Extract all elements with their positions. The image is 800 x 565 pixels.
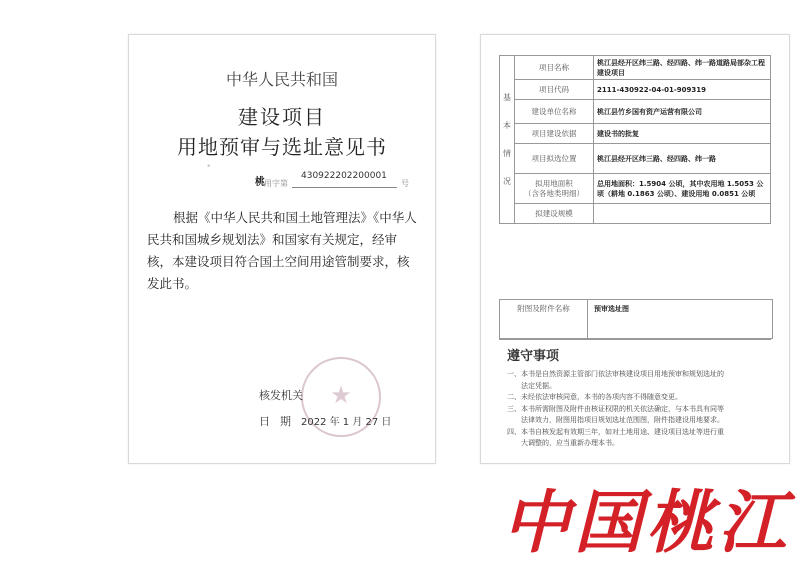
row-value-basis: 建设书的批复 — [594, 124, 771, 144]
certificate-number: 430922202200001 — [301, 171, 387, 181]
certificate-body-text: 根据《中华人民共和国土地管理法》《中华人民共和国城乡规划法》和国家有关规定，经审核，本建设项目符合国土空间用途管制要求，核发此书。 — [147, 210, 417, 291]
certificate-left-page — [128, 34, 436, 464]
row-value-scale — [594, 204, 771, 224]
row-value-project-code: 2111-430922-04-01-909319 — [594, 80, 771, 100]
issuer-label: 核发机关 — [259, 389, 303, 402]
row-label-land-area: 拟用地面积 （含各地类明细） — [515, 174, 594, 204]
notice-title: 遵守事项 — [507, 349, 560, 364]
list-item: 二、未经依法审核同意，本书的各项内容不得随意变更。 — [507, 393, 682, 401]
number-yongzi-label: 用字第 — [264, 179, 288, 188]
row-label-builder: 建设单位名称 — [515, 100, 594, 124]
table-row — [500, 56, 771, 80]
list-item: 法定凭据。 — [507, 381, 556, 390]
attachments-value: 预审选址图 — [594, 305, 629, 313]
logo-text: 中国桃江 — [502, 483, 791, 556]
number-prefix: 桃 — [255, 177, 265, 188]
date-label: 日期 — [259, 415, 301, 428]
table-row — [500, 80, 771, 100]
table-row — [500, 174, 771, 204]
country-name: 中华人民共和国 — [225, 70, 338, 89]
list-item: 一、本书是自然资源主管部门依法审核建设项目用地预审和规划选址的 — [507, 370, 724, 378]
divider — [499, 339, 771, 340]
row-label-scale: 拟建设规模 — [515, 204, 594, 224]
list-item: 法律效力，附图用指项目规划选址范围图，附件指建设用地要求。 — [507, 416, 724, 424]
number-underline — [292, 187, 397, 188]
certificate-right-page — [480, 34, 790, 464]
attachments-row — [499, 299, 773, 339]
document-title-line1: 建设项目 — [238, 105, 326, 129]
notice-list — [507, 369, 769, 450]
table-row — [500, 100, 771, 124]
number-hao-label: 号 — [401, 179, 409, 188]
star-mark: * — [207, 163, 211, 171]
row-label-basis: 项目建设依据 — [515, 124, 594, 144]
issue-date: 2022 年 1 月 27 日 — [301, 417, 392, 428]
row-value-location: 桃江县经开区纬三路、经四路、纬一路 — [594, 144, 771, 174]
list-item: 四、本书自核发起有效期三年，如对土地用途、建设项目选址等进行重 — [507, 427, 724, 436]
attachments-label: 附图及附件名称 — [500, 300, 588, 338]
row-label-location: 项目拟选位置 — [515, 144, 594, 174]
list-item: 大调整的，应当重新办理本书。 — [507, 439, 619, 447]
row-value-builder: 桃江县竹乡国有资产运营有限公司 — [594, 100, 771, 124]
row-value-land-area: 总用地面积：1.5904 公顷，其中农用地 1.5053 公顷（耕地 0.1863 公顷）、建设用地 0.0851 公顷 — [594, 174, 771, 204]
seal-star-icon: ★ — [330, 381, 352, 409]
zhongguo-taojiang-logo — [498, 472, 798, 556]
table-row — [500, 124, 771, 144]
basic-info-table — [499, 55, 771, 224]
basic-info-side-label: 基 本 情 况 — [500, 56, 515, 224]
row-label-project-name: 项目名称 — [515, 56, 594, 80]
document-title-line2: 用地预审与选址意见书 — [177, 135, 387, 159]
list-item: 三、本书所需附图及附件由核证权限的机关依法确定，与本书具有同等 — [507, 404, 724, 413]
row-value-project-name: 桃江县经开区纬三路、经四路、纬一路道路局部杂工程建设项目 — [594, 56, 771, 80]
table-row — [500, 204, 771, 224]
table-row — [500, 144, 771, 174]
row-label-project-code: 项目代码 — [515, 80, 594, 100]
